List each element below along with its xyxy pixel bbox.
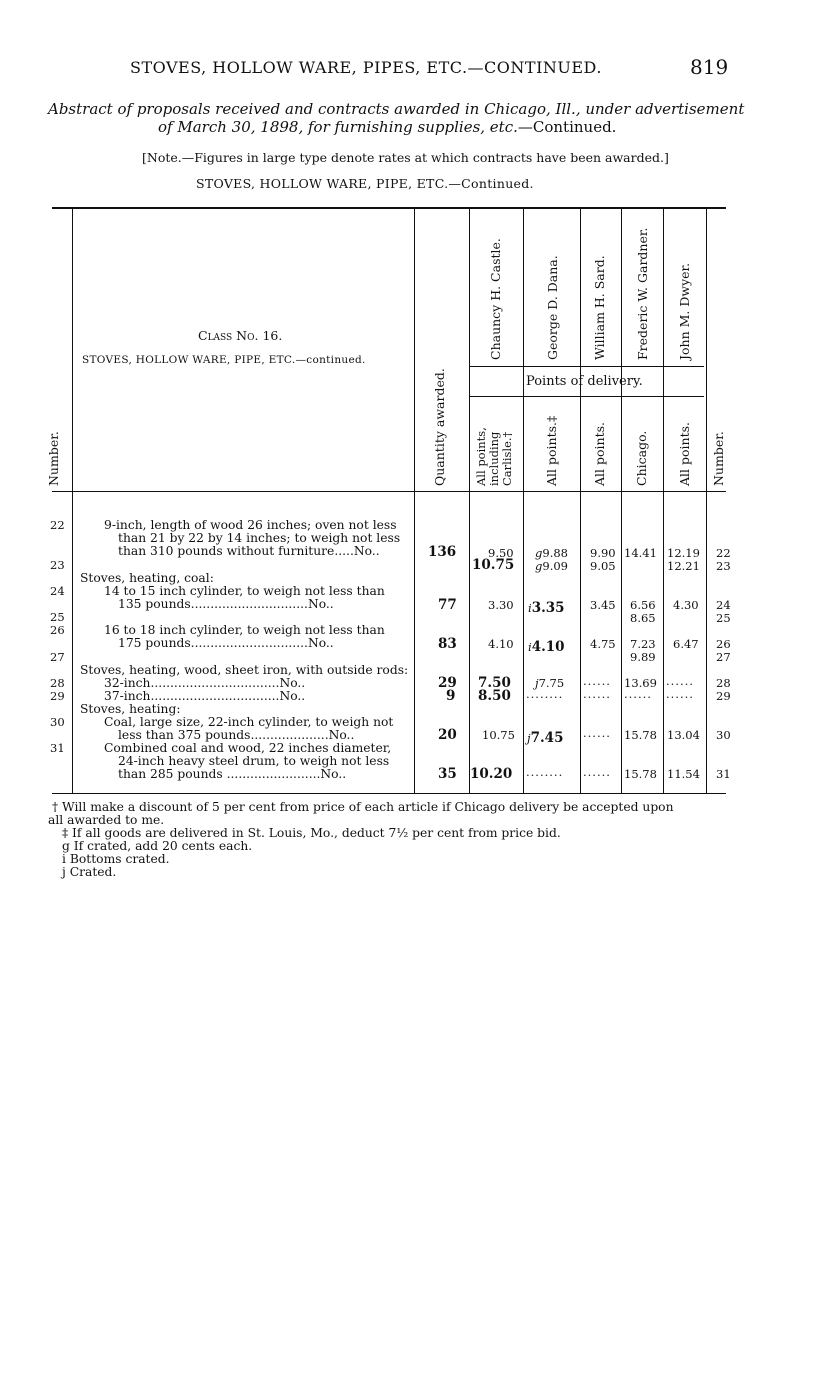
quantity-cell: 9 [446, 688, 456, 704]
gardner-bid: 7.23 [630, 637, 656, 651]
footnote: ‡ If all goods are delivered in St. Louis, Mo., deduct 7½ per cent from price bid. [62, 826, 561, 840]
bid-value: 3.35 [531, 600, 565, 616]
abstract-line-2-continued: —Continued. [517, 118, 617, 136]
dwyer-bid-empty: ...... [666, 687, 694, 701]
footnote-marker: j [535, 676, 539, 690]
section-heading: Stoves, heating, wood, sheet iron, with outside rods: [80, 663, 409, 677]
dana-bid-awarded [527, 727, 563, 746]
bid-value: 4.10 [531, 639, 565, 655]
gardner-bid: 15.78 [624, 767, 657, 781]
row-number-right: 25 [716, 611, 731, 625]
footnote: † Will make a discount of 5 per cent from price of each article if Chicago delivery be accepted upon [52, 800, 674, 814]
points-of-delivery: Points of delivery. [526, 374, 643, 389]
delivery-dana: All points.‡ [544, 415, 559, 486]
dana-bid [535, 559, 568, 573]
delivery-sard: All points. [592, 422, 607, 486]
row-number-right: 28 [716, 676, 731, 690]
col-rule [580, 208, 581, 793]
note: [Note.—Figures in large type denote rates at which contracts have been awarded.] [142, 150, 669, 165]
item-description: than 310 pounds without furniture.....No.. [118, 544, 380, 558]
delivery-dwyer: All points. [677, 422, 692, 486]
item-description: 24-inch heavy steel drum, to weigh not less [118, 754, 390, 768]
section-heading: Stoves, heating, coal: [80, 571, 214, 585]
bidder-sard: William H. Sard. [592, 255, 607, 360]
row-number-right: 31 [716, 767, 731, 781]
dwyer-bid: 6.47 [673, 637, 699, 651]
abstract-line-2 [158, 118, 616, 136]
row-number: 23 [50, 558, 65, 572]
row-number-right: 24 [716, 598, 731, 612]
gardner-bid: 8.65 [630, 611, 656, 625]
row-number: 26 [50, 623, 65, 637]
row-number: 30 [50, 715, 65, 729]
dwyer-bid: 11.54 [667, 767, 700, 781]
dwyer-bid-empty: ...... [666, 674, 694, 688]
gardner-bid: 9.89 [630, 650, 656, 664]
bidder-dana: George D. Dana. [545, 255, 560, 360]
bidder-dwyer: John M. Dwyer. [677, 262, 692, 360]
item-description: 16 to 18 inch cylinder, to weigh not less than [104, 623, 385, 637]
footnote: g If crated, add 20 cents each. [62, 839, 253, 853]
col-rule [72, 208, 73, 793]
quantity-cell: 35 [438, 766, 457, 782]
row-number: 24 [50, 584, 65, 598]
row-number-right: 29 [716, 689, 731, 703]
quantity-cell: 83 [438, 636, 457, 652]
gardner-bid: 14.41 [624, 546, 657, 560]
dana-bid-empty: ........ [526, 765, 564, 779]
class-title: Class No. 16. [198, 328, 283, 343]
quantity-cell: 20 [438, 727, 457, 743]
castle-bid: 3.30 [488, 598, 514, 612]
class-subtitle: STOVES, HOLLOW WARE, PIPE, ETC.—continued. [82, 354, 366, 366]
castle-bid: 4.10 [488, 637, 514, 651]
gardner-bid: 6.56 [630, 598, 656, 612]
sard-bid-empty: ...... [583, 726, 611, 740]
item-description: 9-inch, length of wood 26 inches; oven not less [104, 518, 397, 532]
row-number: 31 [50, 741, 65, 755]
item-description: less than 375 pounds....................No.. [118, 728, 355, 742]
sard-bid-empty: ...... [583, 765, 611, 779]
castle-bid-awarded: 8.50 [478, 688, 511, 704]
col-rule [469, 208, 470, 793]
dwyer-bid: 12.19 [667, 546, 700, 560]
sard-bid: 3.45 [590, 598, 616, 612]
delivery-castle-line: All points, [474, 427, 488, 486]
row-number: 25 [50, 610, 65, 624]
quantity-cell: 136 [428, 544, 457, 560]
bid-value: 9.88 [542, 546, 568, 560]
row-number-right: 23 [716, 559, 731, 573]
footnote-marker: i [528, 601, 532, 615]
castle-bid-awarded: 10.20 [470, 766, 513, 782]
page-number: 819 [690, 55, 729, 79]
sard-bid: 4.75 [590, 637, 616, 651]
item-description: 37-inch.................................No.. [104, 689, 306, 703]
dwyer-bid: 13.04 [667, 728, 700, 742]
footnote-marker: j [527, 731, 531, 745]
gardner-bid: 15.78 [624, 728, 657, 742]
section-heading: Stoves, heating: [80, 702, 181, 716]
row-number: 22 [50, 518, 65, 532]
item-description: 135 pounds..............................No.. [118, 597, 334, 611]
item-description: than 21 by 22 by 14 inches; to weigh not less [118, 531, 401, 545]
footnote: j Crated. [62, 865, 117, 879]
abstract-line-1: Abstract of proposals received and contracts awarded in Chicago, Ill., under advertisement [48, 100, 745, 118]
dana-bid [535, 546, 568, 560]
item-description: 14 to 15 inch cylinder, to weigh not less than [104, 584, 385, 598]
item-description: Coal, large size, 22-inch cylinder, to weigh not [104, 715, 394, 729]
castle-bid: 9.50 [488, 546, 514, 560]
row-number-right: 27 [716, 650, 731, 664]
quantity-cell: 29 [438, 675, 457, 691]
number-header: Number. [46, 431, 61, 486]
dana-bid-awarded [528, 597, 565, 616]
item-description: 32-inch.................................No.. [104, 676, 306, 690]
footnote-marker: i [528, 640, 532, 654]
dana-bid-awarded [528, 636, 565, 655]
dwyer-bid: 12.21 [667, 559, 700, 573]
footnote: all awarded to me. [48, 813, 165, 827]
footnote-marker: g [535, 546, 543, 560]
item-description: 175 pounds..............................No.. [118, 636, 334, 650]
footnote: i Bottoms crated. [62, 852, 170, 866]
col-rule [663, 208, 664, 793]
running-title: STOVES, HOLLOW WARE, PIPES, ETC.—CONTINUED. [130, 58, 602, 77]
dana-bid-empty: ........ [526, 687, 564, 701]
delivery-gardner: Chicago. [634, 430, 649, 486]
row-number: 27 [50, 650, 65, 664]
abstract-line-2-italic: of March 30, 1898, for furnishing supplies, etc. [158, 118, 518, 136]
item-description: than 285 pounds ........................No.. [118, 767, 347, 781]
dwyer-bid: 4.30 [673, 598, 699, 612]
delivery-castle-line: Carlisle.† [500, 431, 514, 486]
number-header-right: Number. [711, 431, 726, 486]
sard-bid-empty: ...... [583, 674, 611, 688]
quantity-cell: 77 [438, 597, 457, 613]
row-number-right: 22 [716, 546, 731, 560]
col-rule [706, 208, 707, 793]
col-rule [523, 208, 524, 793]
bidder-rule [470, 366, 704, 367]
header-bottom-rule [52, 491, 726, 492]
table-bottom-rule [52, 793, 726, 794]
bid-value: 7.75 [538, 676, 565, 690]
row-number: 28 [50, 676, 65, 690]
sard-bid: 9.90 [590, 546, 616, 560]
bid-value: 7.45 [530, 730, 564, 746]
sard-bid-empty: ...... [583, 687, 611, 701]
row-number-right: 26 [716, 637, 731, 651]
bidder-castle: Chauncy H. Castle. [488, 238, 503, 360]
table-top-rule [52, 207, 726, 209]
col-rule [414, 208, 415, 793]
castle-bid: 10.75 [482, 728, 515, 742]
castle-bid-awarded: 10.75 [472, 557, 515, 573]
castle-bid-awarded: 7.50 [478, 675, 511, 691]
quantity-header: Quantity awarded. [432, 368, 447, 486]
bid-value: 9.09 [542, 559, 568, 573]
delivery-castle-line: including [487, 431, 501, 486]
gardner-bid: 13.69 [624, 676, 657, 690]
sard-bid: 9.05 [590, 559, 616, 573]
item-description: Combined coal and wood, 22 inches diameter, [104, 741, 392, 755]
bidder-gardner: Frederic W. Gardner. [635, 227, 650, 360]
col-rule [621, 208, 622, 793]
gardner-bid-empty: ...... [624, 687, 652, 701]
row-number: 29 [50, 689, 65, 703]
subtitle: STOVES, HOLLOW WARE, PIPE, ETC.—Continued. [196, 176, 534, 191]
footnote-marker: g [535, 559, 543, 573]
row-number-right: 30 [716, 728, 731, 742]
points-rule [470, 396, 704, 397]
